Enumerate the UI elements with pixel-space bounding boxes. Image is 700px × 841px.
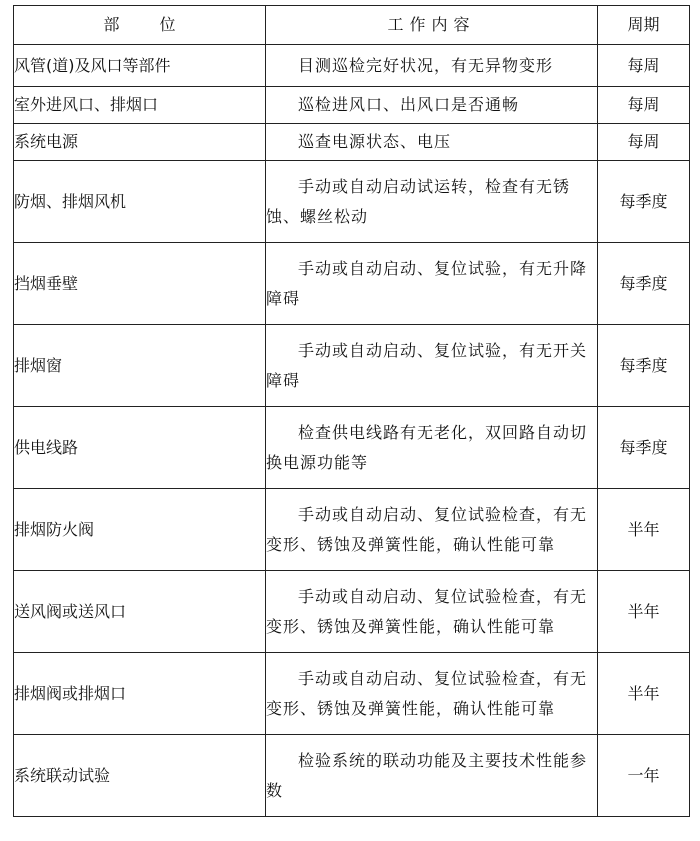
table-row [14,87,690,124]
cell-part: 排烟阀或排烟口 [14,653,266,735]
cell-content-text: 手动或自动启动、复位试验检查，有无变形、锈蚀及弹簧性能，确认性能可靠 [266,504,588,554]
table-row [14,735,690,817]
cell-content [266,489,598,571]
table-row [14,124,690,161]
cell-part: 供电线路 [14,407,266,489]
cell-part: 排烟窗 [14,325,266,407]
header-part: 部位 [14,6,266,45]
cell-content-text: 巡检进风口、出风口是否通畅 [298,95,520,114]
header-content: 工作内容 [266,6,598,45]
table-row [14,653,690,735]
table-row [14,571,690,653]
cell-period: 每季度 [598,325,690,407]
cell-content-text: 手动或自动启动、复位试验，有无开关障碍 [266,340,588,390]
cell-content-text: 检查供电线路有无老化，双回路自动切换电源功能等 [266,422,588,472]
cell-content [266,407,598,489]
cell-part: 系统联动试验 [14,735,266,817]
cell-part: 防烟、排烟风机 [14,161,266,243]
cell-part: 送风阀或送风口 [14,571,266,653]
cell-period: 每周 [598,87,690,124]
cell-period: 半年 [598,653,690,735]
cell-content [266,45,598,87]
cell-content-text: 目测巡检完好状况，有无异物变形 [298,55,554,75]
cell-part: 室外进风口、排烟口 [14,87,266,124]
table-row [14,407,690,489]
cell-part: 风管(道)及风口等部件 [14,45,266,87]
cell-period: 半年 [598,571,690,653]
cell-content-text: 手动或自动启动、复位试验检查，有无变形、锈蚀及弹簧性能，确认性能可靠 [266,668,588,718]
cell-period: 每周 [598,124,690,161]
cell-period: 每季度 [598,161,690,243]
cell-content-text: 巡查电源状态、电压 [298,132,452,151]
cell-period: 一年 [598,735,690,817]
cell-content [266,87,598,124]
cell-period: 每季度 [598,407,690,489]
cell-content-text: 手动或自动启动、复位试验，有无升降障碍 [266,258,588,308]
cell-content [266,571,598,653]
cell-content [266,243,598,325]
cell-part: 挡烟垂壁 [14,243,266,325]
cell-content [266,161,598,243]
cell-content [266,325,598,407]
table-row [14,489,690,571]
cell-content-text: 检验系统的联动功能及主要技术性能参数 [266,750,588,800]
maintenance-schedule-table [13,5,690,817]
cell-content [266,124,598,161]
table-row [14,243,690,325]
cell-period: 半年 [598,489,690,571]
cell-content-text: 手动或自动启动、复位试验检查，有无变形、锈蚀及弹簧性能，确认性能可靠 [266,586,588,636]
table-row [14,161,690,243]
header-period: 周期 [598,6,690,45]
cell-content-text: 手动或自动启动试运转，检查有无锈蚀、螺丝松动 [266,176,571,226]
cell-content [266,735,598,817]
table-row [14,325,690,407]
cell-period: 每周 [598,45,690,87]
cell-period: 每季度 [598,243,690,325]
cell-content [266,653,598,735]
cell-part: 排烟防火阀 [14,489,266,571]
table-header-row [14,6,690,45]
cell-part: 系统电源 [14,124,266,161]
table-row [14,45,690,87]
